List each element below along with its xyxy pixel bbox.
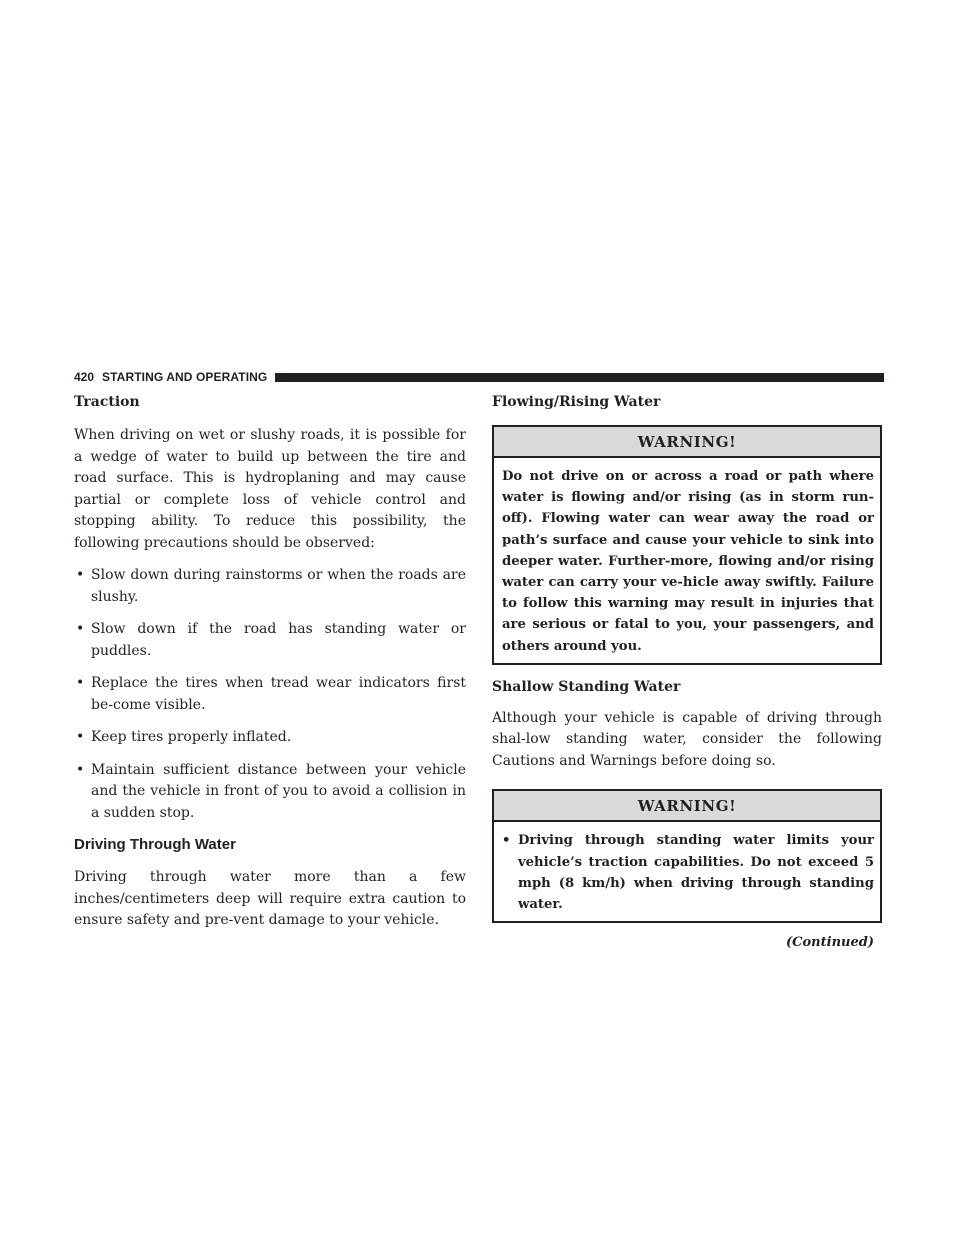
warning-body [494,458,880,663]
shallow-water-heading: Shallow Standing Water [492,678,681,695]
shallow-water-paragraph: Although your vehicle is capable of driving through shal-low standing water, consider the following Cautions and Warnings before doing so. [492,709,882,769]
continued-note: (Continued) [786,935,874,951]
list-item: • Slow down if the road has standing water or puddles. [74,619,466,662]
warning-body [494,822,880,921]
header-rule [275,373,884,382]
warning-list [502,830,874,915]
warning-box-shallow [492,789,882,923]
driving-through-water-paragraph: Driving through water more than a few inches/centimeters deep will require extra caution to ensure safety and pre-vent damage to your vehicle. [74,869,466,928]
driving-through-water-heading: Driving Through Water [74,836,236,853]
left-column [74,392,466,943]
traction-paragraph: When driving on wet or slushy roads, it is possible for a wedge of water to build up between the tire and road surface. This is hydroplaning and may cause partial or complete loss of vehicle control and stopping ability. To reduce this possibility, the following precautions should be observed: [74,427,466,551]
warning-title: WARNING! [494,791,880,822]
list-item: • Maintain sufficient distance between your vehicle and the vehicle in front of you to avoid a collision in a sudden stop. [74,760,466,825]
warning-text: Do not drive on or across a road or path where water is flowing and/or rising (as in storm run-off). Flowing water can wear away the road or path’s surface and cause your vehicle to sink into deeper water. Further-more, flowing and/or rising water can carry your ve-hicle away swiftly. Failure to follow this warning may result in injuries that are serious or fatal to you, your passengers, and others around you. [502,469,874,654]
page-header [74,370,884,384]
warning-list-item: • Driving through standing water limits your vehicle’s traction capabilities. Do not exceed 5 mph (8 km/h) when driving through standing water. [502,830,874,915]
traction-heading: Traction [74,394,140,410]
flowing-water-heading: Flowing/Rising Water [492,394,661,410]
section-title: STARTING AND OPERATING [102,370,268,384]
list-item: • Slow down during rainstorms or when the roads are slushy. [74,565,466,608]
page-number: 420 [74,370,95,384]
list-item: • Replace the tires when tread wear indicators first be-come visible. [74,673,466,716]
warning-box-flowing [492,425,882,665]
list-item: • Keep tires properly inflated. [74,727,466,749]
warning-title: WARNING! [494,427,880,458]
precautions-list [74,565,466,824]
right-column [492,392,882,950]
